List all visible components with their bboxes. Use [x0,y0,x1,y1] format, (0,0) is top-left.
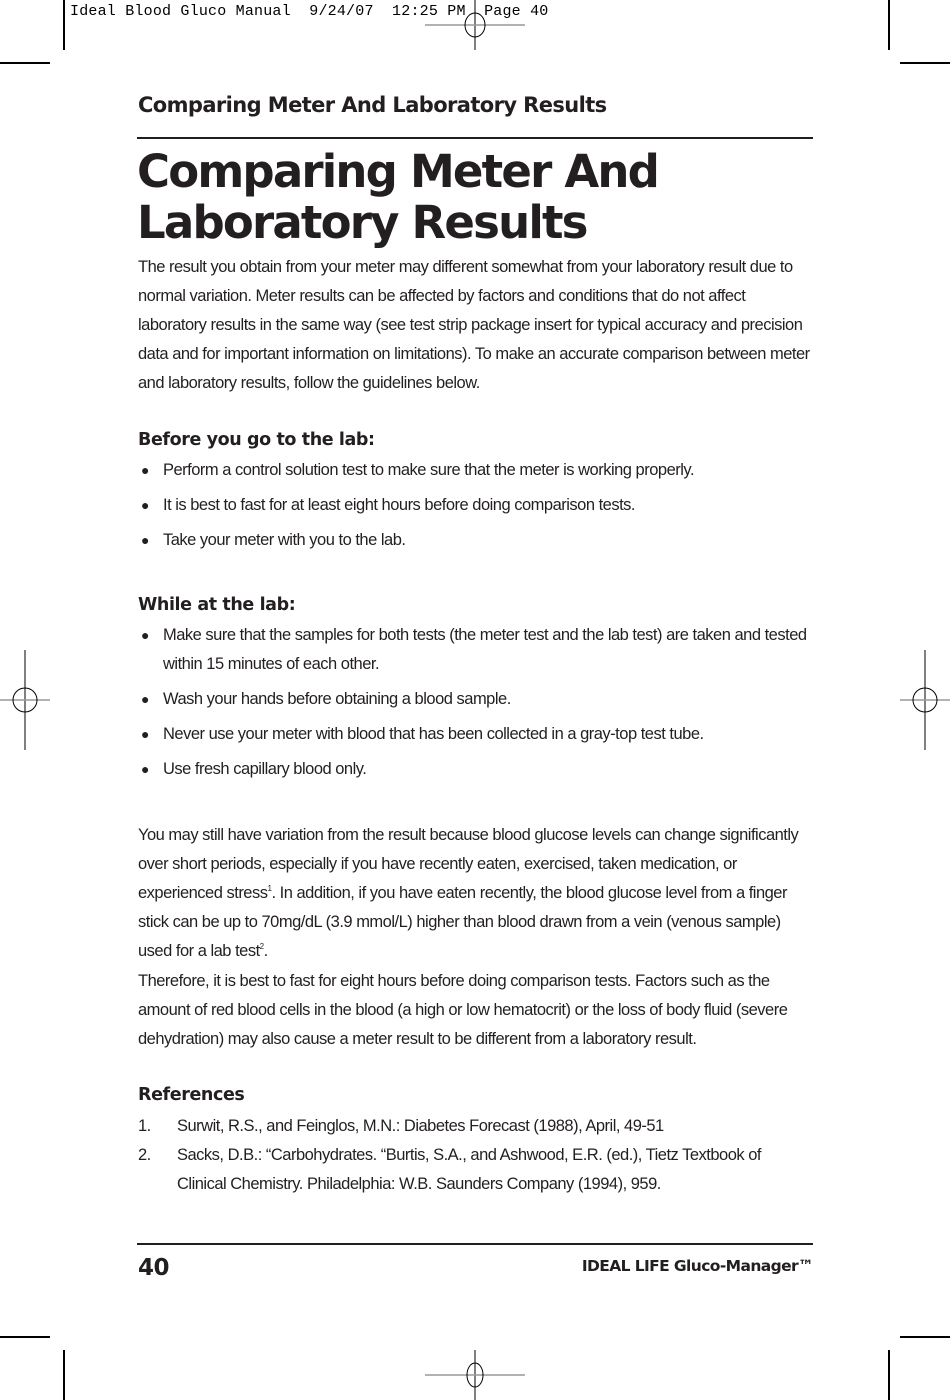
header-rule [137,137,813,139]
footer-rule [137,1243,813,1245]
before-lab-heading: Before you go to the lab: [138,430,375,450]
list-item: ● Perform a control solution test to make sure that the meter is working properly. [138,456,814,485]
before-lab-list [138,456,814,561]
crop-mark-top-left-vertical [63,0,65,50]
bullet-icon: ● [141,497,149,513]
crop-mark-bottom-right-horizontal [900,1336,950,1338]
bullet-icon: ● [141,726,149,742]
registration-mark-top-icon [425,0,525,50]
list-item: ● Never use your meter with blood that has been collected in a gray-top test tube. [138,720,814,749]
brand-footer: IDEAL LIFE Gluco-Manager™ [581,1257,813,1275]
crop-mark-bottom-left-vertical [63,1350,65,1400]
crop-mark-top-right-vertical [888,0,890,50]
crop-mark-bottom-right-vertical [888,1350,890,1400]
footnote-ref-2: 2 [259,942,264,951]
footnote-ref-1: 1 [267,884,272,893]
references-heading: References [138,1085,245,1105]
page-title-line-2: Laboratory Results [137,196,587,249]
bullet-icon: ● [141,462,149,478]
running-head: Comparing Meter And Laboratory Results [138,93,607,117]
crop-mark-bottom-left-horizontal [0,1336,50,1338]
page-title [137,146,658,248]
reference-item: 2. Sacks, D.B.: “Carbohydrates. “Burtis, S.A., and Ashwood, E.R. (ed.), Tietz Textbook of Clinical Chemistry. Philadelphia: W.B. Saunders Company (1994), 959. [138,1146,761,1193]
registration-mark-left-icon [0,650,50,750]
list-item: ● Make sure that the samples for both tests (the meter test and the lab test) are taken and tested within 15 minutes of each other. [138,621,814,679]
list-item: ● Take your meter with you to the lab. [138,526,814,555]
intro-paragraph: The result you obtain from your meter may different somewhat from your laboratory result due to normal variation. Meter results can be affected by factors and conditions that do not affect laboratory results in the same way (see test strip package insert for typical accuracy and precision data and for important information on limitations). To make an accurate comparison between meter and laboratory results, follow the guidelines below. [138,258,810,392]
crop-mark-top-left-horizontal [0,62,50,64]
therefore-paragraph: Therefore, it is best to fast for eight hours before doing comparison tests. Factors such as the amount of red blood cells in the blood (a high or low hematocrit) or the loss of body fluid (severe dehydration) may also cause a meter result to be different from a laboratory result. [138,972,788,1048]
bullet-icon: ● [141,691,149,707]
references-list [138,1112,814,1199]
variation-paragraph: You may still have variation from the result because blood glucose levels can change significantly over short periods, especially if you have recently eaten, exercised, taken medication, or experienced stress$^1$. In addition, if you have eaten recently, the blood glucose level from a finger stick can be up to 70mg/dL (3.9 mmol/L) higher than blood drawn from a vein (venous sample) used for a lab test$^2$. [138,826,799,960]
crop-mark-top-right-horizontal [900,62,950,64]
bullet-icon: ● [141,627,149,643]
printer-slug: Ideal Blood Gluco Manual 9/24/07 12:25 PM Page 40 [70,3,549,20]
list-item: ● Wash your hands before obtaining a blood sample. [138,685,814,714]
bullet-icon: ● [141,761,149,777]
reference-item: 1. Surwit, R.S., and Feinglos, M.N.: Diabetes Forecast (1988), April, 49-51 [138,1117,664,1135]
at-lab-heading: While at the lab: [138,595,296,615]
registration-mark-right-icon [900,650,950,750]
registration-mark-bottom-icon [425,1350,525,1400]
list-item: ● Use fresh capillary blood only. [138,755,814,784]
bullet-icon: ● [141,532,149,548]
at-lab-list [138,621,814,790]
page-title-line-1: Comparing Meter And [137,145,659,198]
list-item: ● It is best to fast for at least eight hours before doing comparison tests. [138,491,814,520]
page-number: 40 [138,1255,170,1281]
